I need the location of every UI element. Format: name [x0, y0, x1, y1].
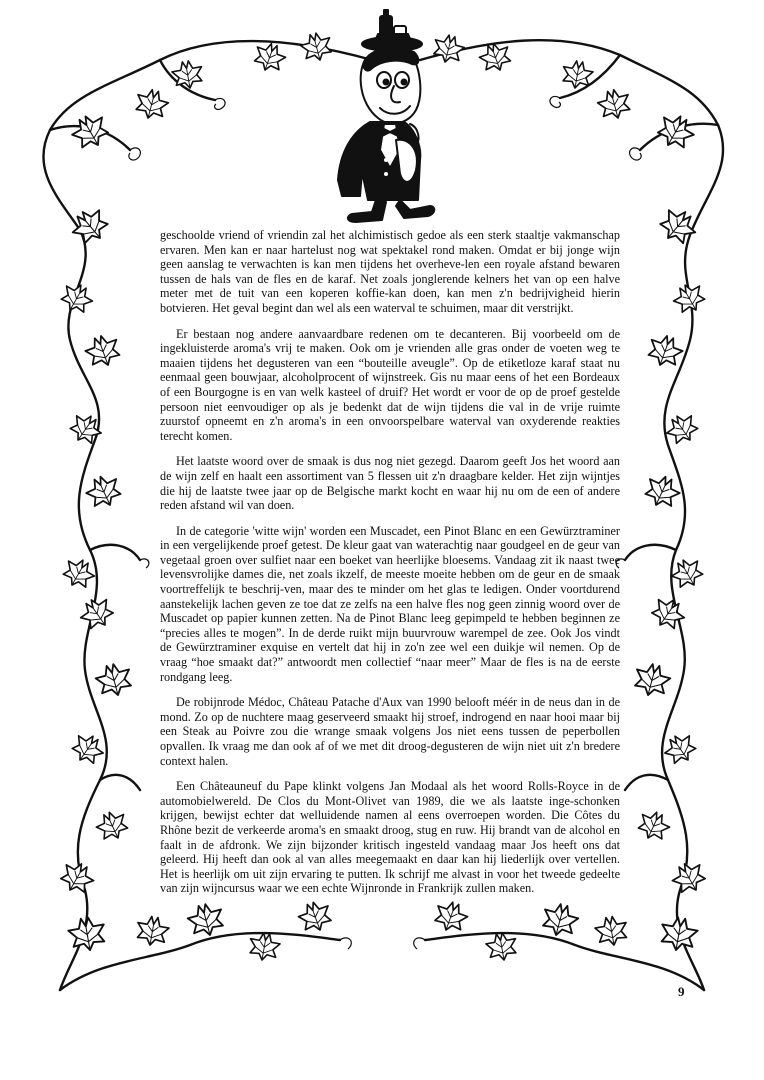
paragraph: In de categorie 'witte wijn' worden een Muscadet, een Pinot Blanc en een Gewürztraminer in een vergelijkende proef getest. De kleur gaat van waterachtig naar goudgeel en de geur van vegetaal groen over sulfiet naar een boeket van heerlijke bloesems. Vandaag zit ik naast twee levensvrolijke dames die, net zoals ikzelf, de meeste moeite hebben om de geur en de smaak voortreffelijk te beschrij-ven, maar des te minder om het glas te ledigen. Onder voortdurend aanstekelijk lachen geven ze toe dat ze zelfs na een halve fles nog geen zinnig woord over de Muscadet op papier kunnen zetten. Na de Pinot Blanc leeg gepimpeld te hebben beginnen ze “precies alles te mogen”. In de derde ruikt mijn buurvrouw warempel de zee. Ook Jos vindt de Gewürztraminer exquise en vertelt dat hij in zo'n zee wel een duikje wil nemen. Op de vraag “hoe smaakt dat?” antwoordt men collectief “naar meer” Maar de fles is na de eerste rondgang leeg.	[160, 523, 620, 684]
page-number: 9	[678, 984, 685, 999]
article-text	[160, 228, 620, 907]
paragraph: geschoolde vriend of vriendin zal het alchimistisch gedoe als een sterk staaltje vakmanschap ervaren. Men kan er naar hartelust nog wat spektakel rond maken. Omdat er bij jonge wijn geen aanslag te verwachten is kan men tijdens het overheve-len een royale afstand bewaren tussen de hals van de fles en de karaf. Net zoals jonglerende kelners het van op een halve meter met de tuit van een koperen koffie-kan doen, kan men z'n bedrijvigheid hierin botvieren. Het geval begint dan wel als een waterval te schuimen, maar dit verstrijkt.	[160, 228, 620, 315]
paragraph: De robijnrode Médoc, Château Patache d'Aux van 1990 belooft méér in de neus dan in de mond. Zo op de nuchtere maag geserveerd smaakt hij stroef, indrogend en naar hooi maar bij een Steak au Poivre zou die wrange smaak volgens Jos niet eens tussen de peperbollen opvallen. Ik vraag me dan ook af of we met dit droog-degusteren de wijn niet uit z'n bredere context halen.	[160, 695, 620, 768]
paragraph: Een Châteauneuf du Pape klinkt volgens Jan Modaal als het woord Rolls-Royce in de automobielwereld. De Clos du Mont-Olivet van 1989, die we als laatste inge-schonken krijgen, bewijst echter dat welluidende namen al eens overroepen worden. Die Côtes du Rhône bezit de verkeerde aroma's en smaakt droog, stug en ruw. Hij brandt van de alcohol en faalt in de afdronk. We zijn bijzonder kritisch ingesteld vandaag maar Jos heeft ons dat geleerd. Hij heeft dan ook al van alles meegemaakt en daar kan hij liederlijk over vertellen. Het is heerlijk om uit zijn ervaring te putten. Ik schrijf me alvast in voor het tweede gedeelte van zijn wijncursus waar we een echte Wijnronde in Frankrijk zullen maken.	[160, 779, 620, 896]
paragraph: Het laatste woord over de smaak is dus nog niet gezegd. Daarom geeft Jos het woord aan de wijn zelf en haalt een assortiment van 5 flessen uit z'n draagbare kelder. Het zijn wijntjes die hij de laatste twee jaar op de Belgische markt kocht en waar hij nu om de een of andere reden afstand wil van doen.	[160, 454, 620, 513]
paragraph: Er bestaan nog andere aanvaardbare redenen om te decanteren. Bij voorbeeld om de ingekluisterde aroma's vrij te maken. Ook om je vrienden alle gras onder de voeten weg te maaien tijdens het degusteren van een “bouteille aveugle”. Op de etiketloze karaf staat nu eenmaal geen bouwjaar, alcoholprocent of wijnstreek. Gis nu maar eens of het een Bordeaux of een Bourgogne is en van welk kasteel of druif? Het wordt er voor de op de proef gestelde persoon niet eenvoudiger op als je bedenkt dat de wijn tijdens die val in de vrije ruimte zuurstof opneemt en z'n aroma's in een onvoorspelbare waterval van oxyderende reakties terecht komen.	[160, 326, 620, 443]
waiter-character-icon	[338, 10, 434, 222]
